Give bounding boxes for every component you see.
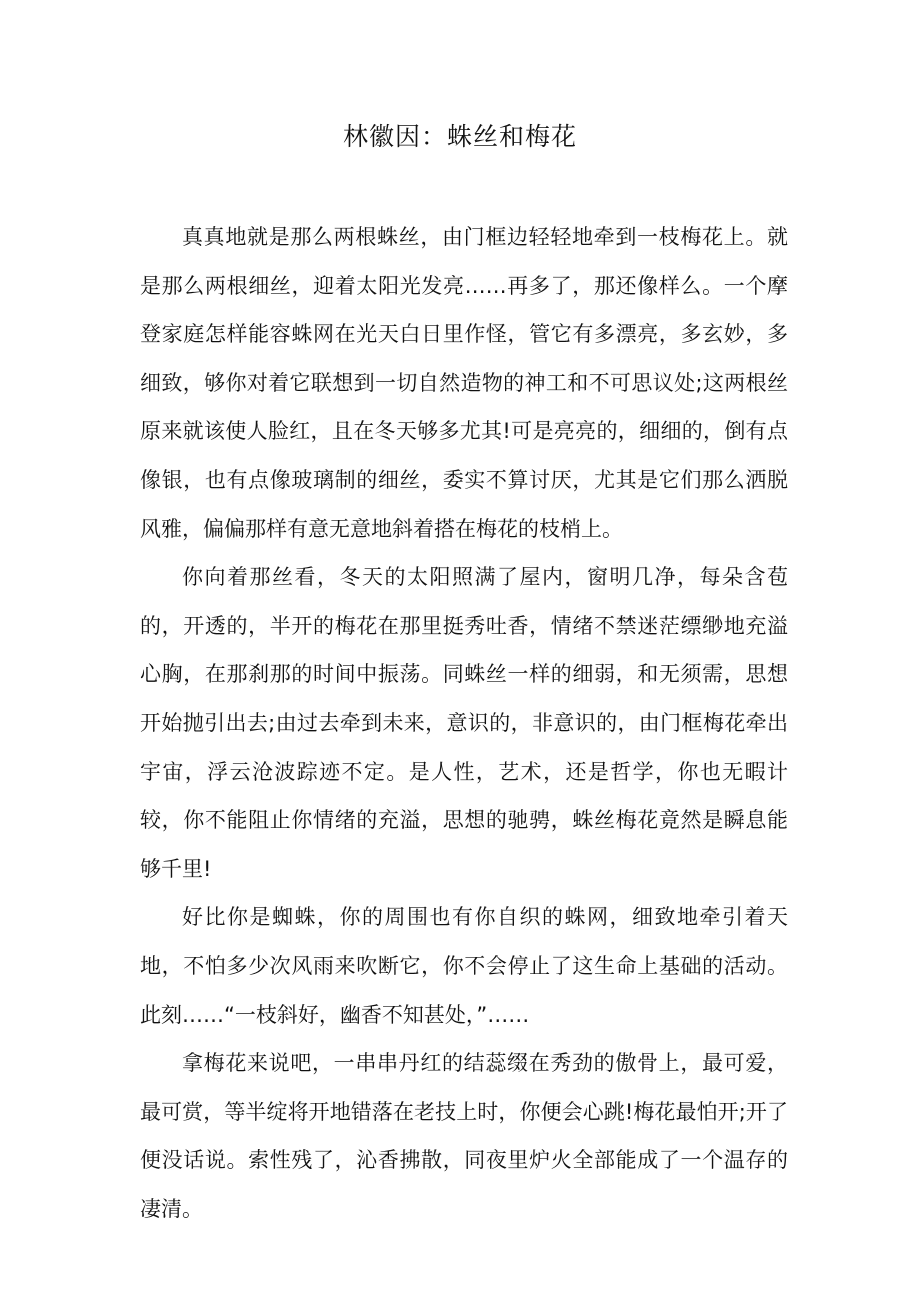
document-title: 林徽因：蛛丝和梅花 <box>342 122 577 151</box>
paragraph: 好比你是蜘蛛，你的周围也有你自织的蛛网，细致地牵引着天地，不怕多少次风雨来吹断它，你不会停止了这生命上基础的活动。此刻……“一枝斜好，幽香不知甚处，”…… <box>140 905 788 1027</box>
paragraph: 拿梅花来说吧，一串串丹红的结蕊缀在秀劲的傲骨上，最可爱，最可赏，等半绽将开地错落在老技上时，你便会心跳!梅花最怕开;开了便没话说。索性残了，沁香拂散，同夜里炉火全部能成了一个温存的凄清。 <box>140 1051 788 1221</box>
document-body <box>140 213 788 1233</box>
paragraph: 真真地就是那么两根蛛丝，由门框边轻轻地牵到一枝梅花上。就是那么两根细丝，迎着太阳光发亮……再多了，那还像样么。一个摩登家庭怎样能容蛛网在光天白日里作怪，管它有多漂亮，多玄妙，多细致，够你对着它联想到一切自然造物的神工和不可思议处;这两根丝原来就该使人脸红，且在冬天够多尤其!可是亮亮的，细细的，倒有点像银，也有点像玻璃制的细丝，委实不算讨厌，尤其是它们那么洒脱风雅，偏偏那样有意无意地斜着搭在梅花的枝梢上。 <box>140 225 788 541</box>
paragraph: 你向着那丝看，冬天的太阳照满了屋内，窗明几净，每朵含苞的，开透的，半开的梅花在那里挺秀吐香，情绪不禁迷茫缥缈地充溢心胸，在那刹那的时间中振荡。同蛛丝一样的细弱，和无须需，思想开始抛引出去;由过去牵到未来，意识的，非意识的，由门框梅花牵出宇宙，浮云沧波踪迹不定。是人性，艺术，还是哲学，你也无暇计较，你不能阻止你情绪的充溢，思想的驰骋，蛛丝梅花竟然是瞬息能够千里! <box>140 565 788 881</box>
